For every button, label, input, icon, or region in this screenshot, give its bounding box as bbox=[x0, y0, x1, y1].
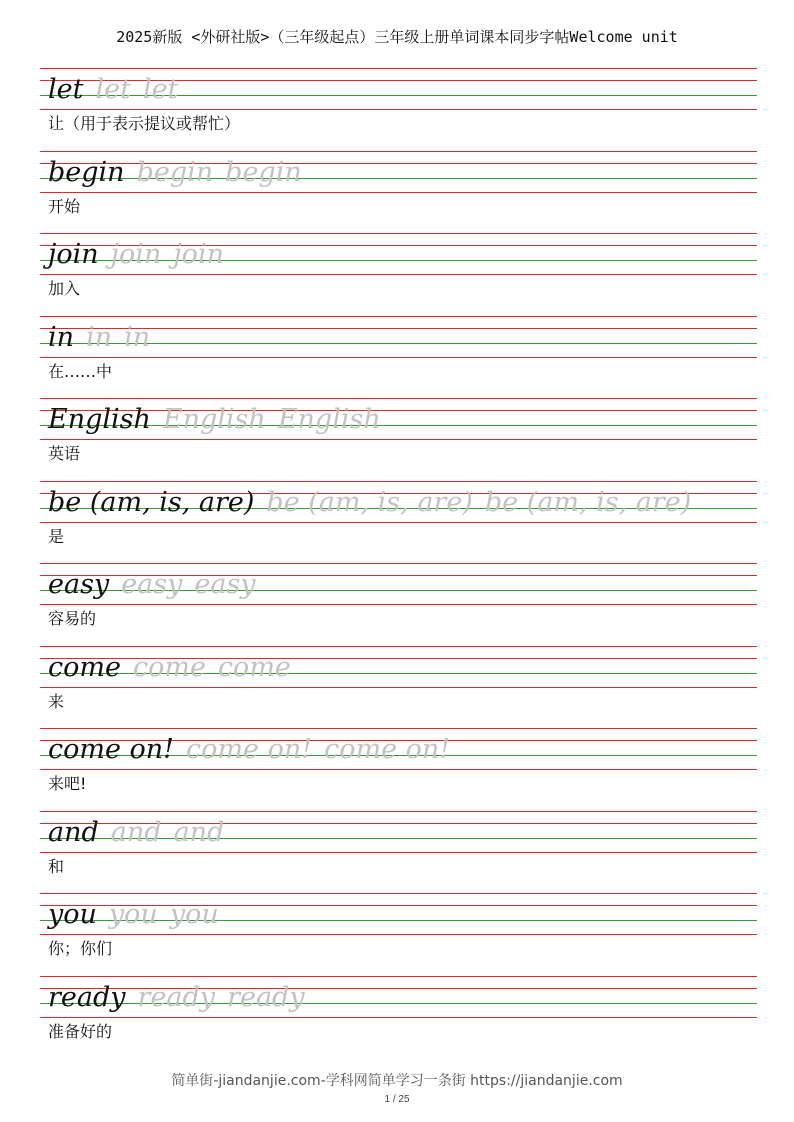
word-row bbox=[40, 68, 757, 150]
trace-word: come on! bbox=[324, 734, 451, 765]
word-row bbox=[40, 646, 757, 728]
vocab-word: and bbox=[48, 816, 99, 848]
trace-word: you bbox=[108, 899, 158, 930]
trace-word: English bbox=[162, 404, 266, 435]
vocab-word: join bbox=[48, 239, 99, 270]
word-meaning: 和 bbox=[48, 856, 65, 876]
word-row bbox=[40, 151, 757, 233]
word-row bbox=[40, 481, 757, 563]
word-row bbox=[40, 893, 757, 975]
word-line bbox=[48, 233, 224, 277]
word-line bbox=[48, 563, 256, 607]
trace-word: come on! bbox=[186, 734, 313, 765]
trace-word: come bbox=[132, 651, 206, 683]
word-meaning: 容易的 bbox=[48, 609, 97, 628]
vocab-word: easy bbox=[48, 569, 110, 600]
trace-word: easy bbox=[121, 569, 183, 600]
word-meaning: 是 bbox=[48, 526, 65, 546]
word-meaning: 开始 bbox=[48, 196, 81, 216]
trace-word: join bbox=[110, 239, 162, 270]
trace-word: let bbox=[95, 74, 131, 105]
trace-word: easy bbox=[194, 569, 256, 600]
vocab-word: be (am, is, are) bbox=[48, 486, 255, 518]
trace-word: ready bbox=[137, 981, 216, 1013]
word-row bbox=[40, 811, 757, 893]
trace-word: in bbox=[124, 321, 151, 353]
word-row bbox=[40, 398, 757, 480]
word-line bbox=[48, 893, 219, 937]
vocab-word: come on! bbox=[48, 734, 175, 765]
word-line bbox=[48, 646, 291, 690]
word-row bbox=[40, 233, 757, 315]
word-row bbox=[40, 563, 757, 645]
word-row bbox=[40, 976, 757, 1058]
word-meaning: 你；你们 bbox=[48, 939, 113, 958]
trace-word: in bbox=[86, 321, 113, 353]
trace-word: come bbox=[217, 651, 291, 683]
word-meaning: 让（用于表示提议或帮忙） bbox=[48, 114, 241, 133]
word-line bbox=[48, 151, 302, 195]
trace-word: let bbox=[142, 74, 179, 105]
word-meaning: 在……中 bbox=[48, 361, 113, 381]
word-line bbox=[48, 976, 305, 1020]
word-meaning: 准备好的 bbox=[48, 1021, 113, 1041]
footer-text: 简单街-jiandanjie.com-学科网简单学习一条街 https://jiandanjie.com bbox=[171, 1073, 623, 1089]
trace-word: English bbox=[277, 404, 381, 435]
trace-word: be (am, is, are) bbox=[266, 486, 473, 518]
vocab-word: in bbox=[48, 321, 75, 353]
word-row bbox=[40, 316, 757, 398]
trace-word: you bbox=[169, 899, 219, 930]
vocab-word: you bbox=[48, 899, 97, 930]
page-title: 2025新版 <外研社版>（三年级起点）三年级上册单词课本同步字帖Welcome unit bbox=[116, 28, 678, 46]
word-line bbox=[48, 811, 224, 855]
vocab-word: ready bbox=[48, 981, 126, 1013]
word-line bbox=[48, 728, 450, 772]
word-line bbox=[48, 481, 691, 525]
word-line bbox=[48, 68, 178, 112]
trace-word: begin bbox=[136, 156, 214, 188]
trace-word: join bbox=[173, 239, 224, 270]
vocab-word: let bbox=[48, 74, 84, 105]
word-row bbox=[40, 728, 757, 810]
trace-word: and bbox=[173, 816, 225, 848]
page-number: 1 / 25 bbox=[384, 1094, 410, 1105]
word-meaning: 英语 bbox=[48, 444, 81, 463]
trace-word: and bbox=[110, 816, 162, 848]
vocab-word: begin bbox=[48, 156, 125, 188]
word-meaning: 加入 bbox=[48, 279, 81, 298]
word-line bbox=[48, 398, 381, 442]
word-meaning: 来 bbox=[48, 691, 65, 711]
word-line bbox=[48, 316, 150, 360]
trace-word: be (am, is, are) bbox=[484, 486, 692, 518]
trace-word: ready bbox=[227, 981, 305, 1013]
vocab-word: English bbox=[48, 404, 151, 435]
trace-word: begin bbox=[225, 156, 302, 188]
vocab-word: come bbox=[48, 651, 121, 683]
word-meaning: 来吧! bbox=[48, 774, 87, 793]
